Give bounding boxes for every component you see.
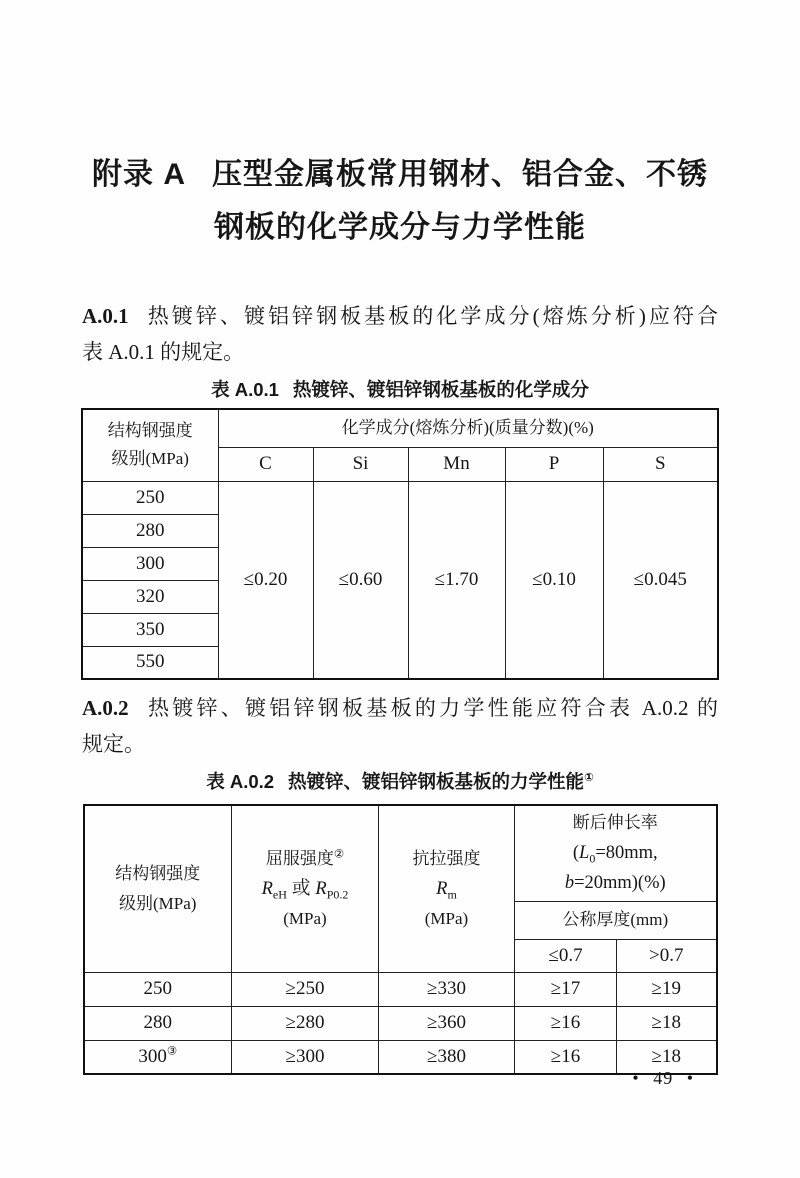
yield-strength-header (232, 805, 379, 972)
section-a02-paragraph (82, 690, 718, 762)
elongation-line3: b=20mm)(%) (564, 873, 666, 894)
table-a02-caption-text: 热镀锌、镀铝锌钢板基板的力学性能 (288, 771, 585, 792)
element-header-si: Si (313, 447, 408, 481)
limit-cell-c: ≤0.20 (218, 481, 313, 679)
limit-cell-si: ≤0.60 (313, 481, 408, 679)
yield-note: ② (333, 848, 345, 861)
tensile-cell: ≥380 (379, 1040, 515, 1074)
grade-column-header (84, 805, 232, 972)
yield-symbols: $R_{eH}$ 或 $R_{P0.2}$ (261, 878, 349, 902)
grade-column-header (82, 409, 218, 481)
grade-header-line1: 结构钢强度 (115, 863, 201, 883)
limit-cell-s: ≤0.045 (603, 481, 718, 679)
elongation-header (515, 805, 717, 901)
table-row (84, 1006, 717, 1040)
element-header-mn: Mn (408, 447, 505, 481)
table-row (84, 1040, 717, 1074)
title-line-2: 钢板的化学成分与力学性能 (214, 211, 586, 244)
grade-cell: 250 (84, 972, 232, 1006)
table-a01-caption-text: 热镀锌、镀铝锌钢板基板的化学成分 (292, 379, 589, 400)
grade-cell: 300 (82, 547, 218, 580)
tensile-cell: ≥330 (379, 972, 515, 1006)
yield-unit: (MPa) (283, 908, 327, 928)
elongation-gt-cell: ≥18 (617, 1006, 717, 1040)
table-a01-header-row-1 (82, 409, 718, 447)
element-header-p: P (505, 447, 603, 481)
grade-cell: 350 (82, 613, 218, 646)
element-header-c: C (218, 447, 313, 481)
yield-title: 屈服强度② (265, 848, 345, 868)
grade-header-line2: 级别(MPa) (111, 449, 189, 469)
limit-cell-p: ≤0.10 (505, 481, 603, 679)
tensile-unit: (MPa) (424, 908, 469, 928)
section-a01-paragraph (82, 298, 718, 370)
table-a02-caption (0, 770, 800, 794)
composition-group-header: 化学成分(熔炼分析)(质量分数)(%) (218, 409, 718, 447)
section-a01-text1: 热镀锌、镀铝锌钢板基板的化学成分(熔炼分析)应符合 (144, 304, 718, 328)
tensile-title: 抗拉强度 (412, 848, 481, 868)
grade-header-line2: 级别(MPa) (119, 893, 197, 913)
tensile-symbol: $R_m$ (436, 878, 457, 902)
section-a02-line2: 规定。 (82, 732, 145, 756)
yield-cell: ≥300 (232, 1040, 379, 1074)
grade-cell: 320 (82, 580, 218, 613)
section-a02-text1: 热镀锌、镀铝锌钢板基板的力学性能应符合表 A.0.2 的 (144, 696, 718, 720)
limit-cell-mn: ≤1.70 (408, 481, 505, 679)
table-a02 (83, 804, 718, 1075)
elongation-title: 断后伸长率 (572, 813, 658, 833)
thickness-header: 公称厚度(mm) (515, 901, 717, 939)
appendix-label: 附录 A (92, 158, 186, 191)
tensile-cell: ≥360 (379, 1006, 515, 1040)
yield-cell: ≥250 (232, 972, 379, 1006)
title-line-1 (0, 148, 800, 201)
tensile-strength-header (379, 805, 515, 972)
section-a02-line1 (82, 690, 718, 726)
table-row (84, 972, 717, 1006)
grade-cell: 280 (82, 514, 218, 547)
section-a01-label: A.0.1 (82, 304, 129, 328)
thickness-gt-header: >0.7 (617, 939, 717, 972)
element-header-s: S (603, 447, 718, 481)
page-title (0, 0, 800, 254)
section-a01-line2: 表 A.0.1 的规定。 (82, 340, 245, 364)
grade-note: ③ (166, 1045, 178, 1058)
table-a01 (81, 408, 719, 680)
elongation-gt-cell: ≥19 (617, 972, 717, 1006)
grade-cell: 300③ (84, 1040, 232, 1074)
elongation-le-cell: ≥16 (515, 1040, 617, 1074)
table-row (82, 481, 718, 514)
grade-cell: 550 (82, 646, 218, 679)
table-a01-caption-label: 表 A.0.1 (211, 379, 279, 400)
section-a01-line1 (82, 298, 718, 334)
page-number: • 49 • (632, 1068, 694, 1088)
table-a02-header-row-1 (84, 805, 717, 901)
grade-cell: 250 (82, 481, 218, 514)
elongation-line2: ($L_0=80mm$, (572, 843, 658, 866)
thickness-le-header: ≤0.7 (515, 939, 617, 972)
elongation-le-cell: ≥16 (515, 1006, 617, 1040)
elongation-gt-cell: ≥18 (617, 1040, 717, 1074)
grade-cell: 280 (84, 1006, 232, 1040)
section-a02-label: A.0.2 (82, 696, 129, 720)
elongation-le-cell: ≥17 (515, 972, 617, 1006)
table-a02-caption-note: ① (584, 771, 594, 784)
table-a01-caption (0, 378, 800, 402)
grade-header-line1: 结构钢强度 (107, 421, 193, 441)
table-a02-caption-label: 表 A.0.2 (206, 771, 275, 792)
yield-cell: ≥280 (232, 1006, 379, 1040)
title-text-1: 压型金属板常用钢材、铝合金、不锈 (212, 158, 708, 191)
